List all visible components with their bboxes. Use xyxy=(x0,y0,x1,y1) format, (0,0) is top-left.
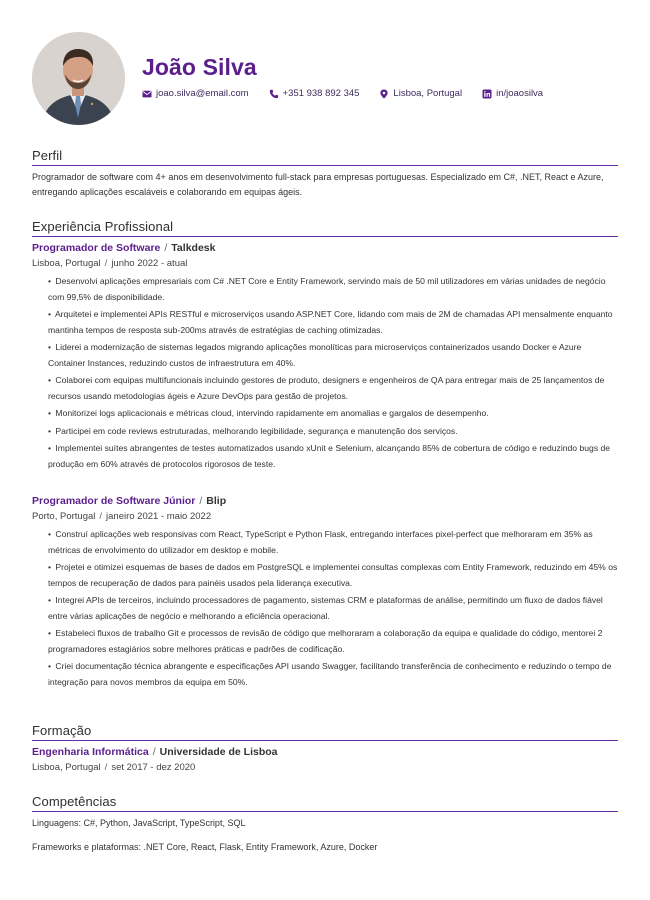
separator: / xyxy=(104,762,108,773)
list-item: • Participei em code reviews estruturadas, melhorando legibilidade, segurança e manutenção dos serviços. xyxy=(48,425,458,436)
job-meta xyxy=(32,256,618,271)
linkedin-text: in/joaosilva xyxy=(496,88,544,99)
job-location: Lisboa, Portugal xyxy=(32,258,101,269)
profile-section xyxy=(32,148,618,200)
list-item: • Integrei APIs de terceiros, incluindo processadores de pagamento, sistemas CRM e plataformas de análise, permitindo um fluxo de dados fiável entre várias aplicações de negócio e melhorando a eficiência operacional. xyxy=(48,595,603,621)
education-meta xyxy=(32,760,618,775)
job-entry xyxy=(32,494,618,690)
education-dates: set 2017 - dez 2020 xyxy=(111,762,196,773)
profile-text: Programador de software com 4+ anos em desenvolvimento full-stack para empresas portuguesas. Especializado em C#, .NET, React e Azure, entregando aplicações escaláveis e colaborando em equipas ágeis. xyxy=(32,172,604,197)
list-item: • Construí aplicações web responsivas com React, TypeScript e Python Flask, entregando interfaces pixel-perfect que melhoraram em 35% as métricas de envolvimento do utilizador em desktop e mobile. xyxy=(48,529,593,555)
phone-icon xyxy=(269,89,279,99)
separator: / xyxy=(99,511,103,522)
contact-phone[interactable] xyxy=(269,88,360,99)
skill-line: Frameworks e plataformas: .NET Core, React, Flask, Entity Framework, Azure, Docker xyxy=(32,842,378,852)
job-dates: junho 2022 - atual xyxy=(111,258,188,269)
list-item: • Monitorizei logs aplicacionais e métricas cloud, intervindo rapidamente em anomalias e gargalos de desempenho. xyxy=(48,408,489,418)
list-item: • Projetei e otimizei esquemas de bases de dados em PostgreSQL e implementei consultas complexas com Entity Framework, reduzindo em 45% os tempos de recuperação de dados para painéis usados pela liderança executiva. xyxy=(48,562,618,588)
profile-photo xyxy=(32,32,125,125)
phone-text: +351 938 892 345 xyxy=(282,88,360,99)
list-item: • Implementei suítes abrangentes de testes automatizados usando xUnit e Selenium, alcançando 85% de cobertura de código e reduzindo bugs de produção em 60% através de protocolos rigorosos de teste. xyxy=(48,443,611,469)
separator: / xyxy=(199,495,203,507)
section-title: Formação xyxy=(32,723,618,741)
envelope-icon xyxy=(142,89,152,99)
location-text: Lisboa, Portugal xyxy=(393,88,463,99)
separator: / xyxy=(152,746,156,758)
section-title: Perfil xyxy=(32,148,618,166)
contact-linkedin[interactable] xyxy=(482,88,543,99)
separator: / xyxy=(104,258,108,269)
job-header xyxy=(32,241,618,256)
map-pin-icon xyxy=(379,89,389,99)
contact-location xyxy=(379,88,462,99)
job-location: Porto, Portugal xyxy=(32,511,96,522)
job-title: Programador de Software xyxy=(32,242,161,254)
email-text: joao.silva@email.com xyxy=(156,88,249,99)
company-name: Blip xyxy=(206,495,227,507)
list-item: • Liderei a modernização de sistemas legados migrando aplicações monolíticas para microserviços containerizados usando Docker e Azure Container Instances, reduzindo custos de infraestrutura em 40%. xyxy=(48,342,582,368)
skill-line: Linguagens: C#, Python, JavaScript, TypeScript, SQL xyxy=(32,818,246,828)
school-name: Universidade de Lisboa xyxy=(159,746,278,758)
job-header xyxy=(32,494,618,509)
section-title: Competências xyxy=(32,794,618,812)
list-item: • Estabeleci fluxos de trabalho Git e processos de revisão de código que melhoraram a colaboração da equipa e qualidade do código, mentorei 2 programadores estagiários sobre melhores práticas e padrões de codificação. xyxy=(48,628,603,654)
section-title: Experiência Profissional xyxy=(32,219,618,237)
list-item: • Colaborei com equipas multifuncionais incluindo gestores de produto, designers e engenheiros de QA para entregar mais de 25 lançamentos de recursos usando metodologias ágeis e Azure DevOps para gestão de projetos. xyxy=(48,375,605,401)
contact-email[interactable] xyxy=(142,88,249,99)
job-title: Programador de Software Júnior xyxy=(32,495,196,507)
degree-name: Engenharia Informática xyxy=(32,746,149,758)
job-bullets xyxy=(32,527,618,690)
contact-bar xyxy=(142,88,563,99)
linkedin-icon xyxy=(482,89,492,99)
list-item: • Criei documentação técnica abrangente e especificações API usando Swagger, facilitando transferência de conhecimento e reduzindo o tempo de integração para novos membros da equipa em 50%. xyxy=(48,661,612,687)
job-entry xyxy=(32,241,618,472)
education-header xyxy=(32,745,618,760)
skills-section xyxy=(32,794,618,855)
experience-section xyxy=(32,219,618,692)
job-bullets xyxy=(32,274,618,472)
education-location: Lisboa, Portugal xyxy=(32,762,101,773)
company-name: Talkdesk xyxy=(171,242,216,254)
education-section xyxy=(32,723,618,778)
job-dates: janeiro 2021 - maio 2022 xyxy=(106,511,212,522)
candidate-name: João Silva xyxy=(142,54,257,80)
list-item: • Arquitetei e implementei APIs RESTful e microserviços usando ASP.NET Core, lidando com mais de 2M de chamadas API mensalmente enquanto mantinha tempos de resposta sub-200ms através de estratégias de caching otimizadas. xyxy=(48,309,613,335)
list-item: • Desenvolvi aplicações empresariais com C# .NET Core e Entity Framework, servindo mais de 50 mil utilizadores em várias unidades de negócio com 99,5% de disponibilidade. xyxy=(48,276,606,302)
separator: / xyxy=(164,242,168,254)
job-meta xyxy=(32,509,618,524)
